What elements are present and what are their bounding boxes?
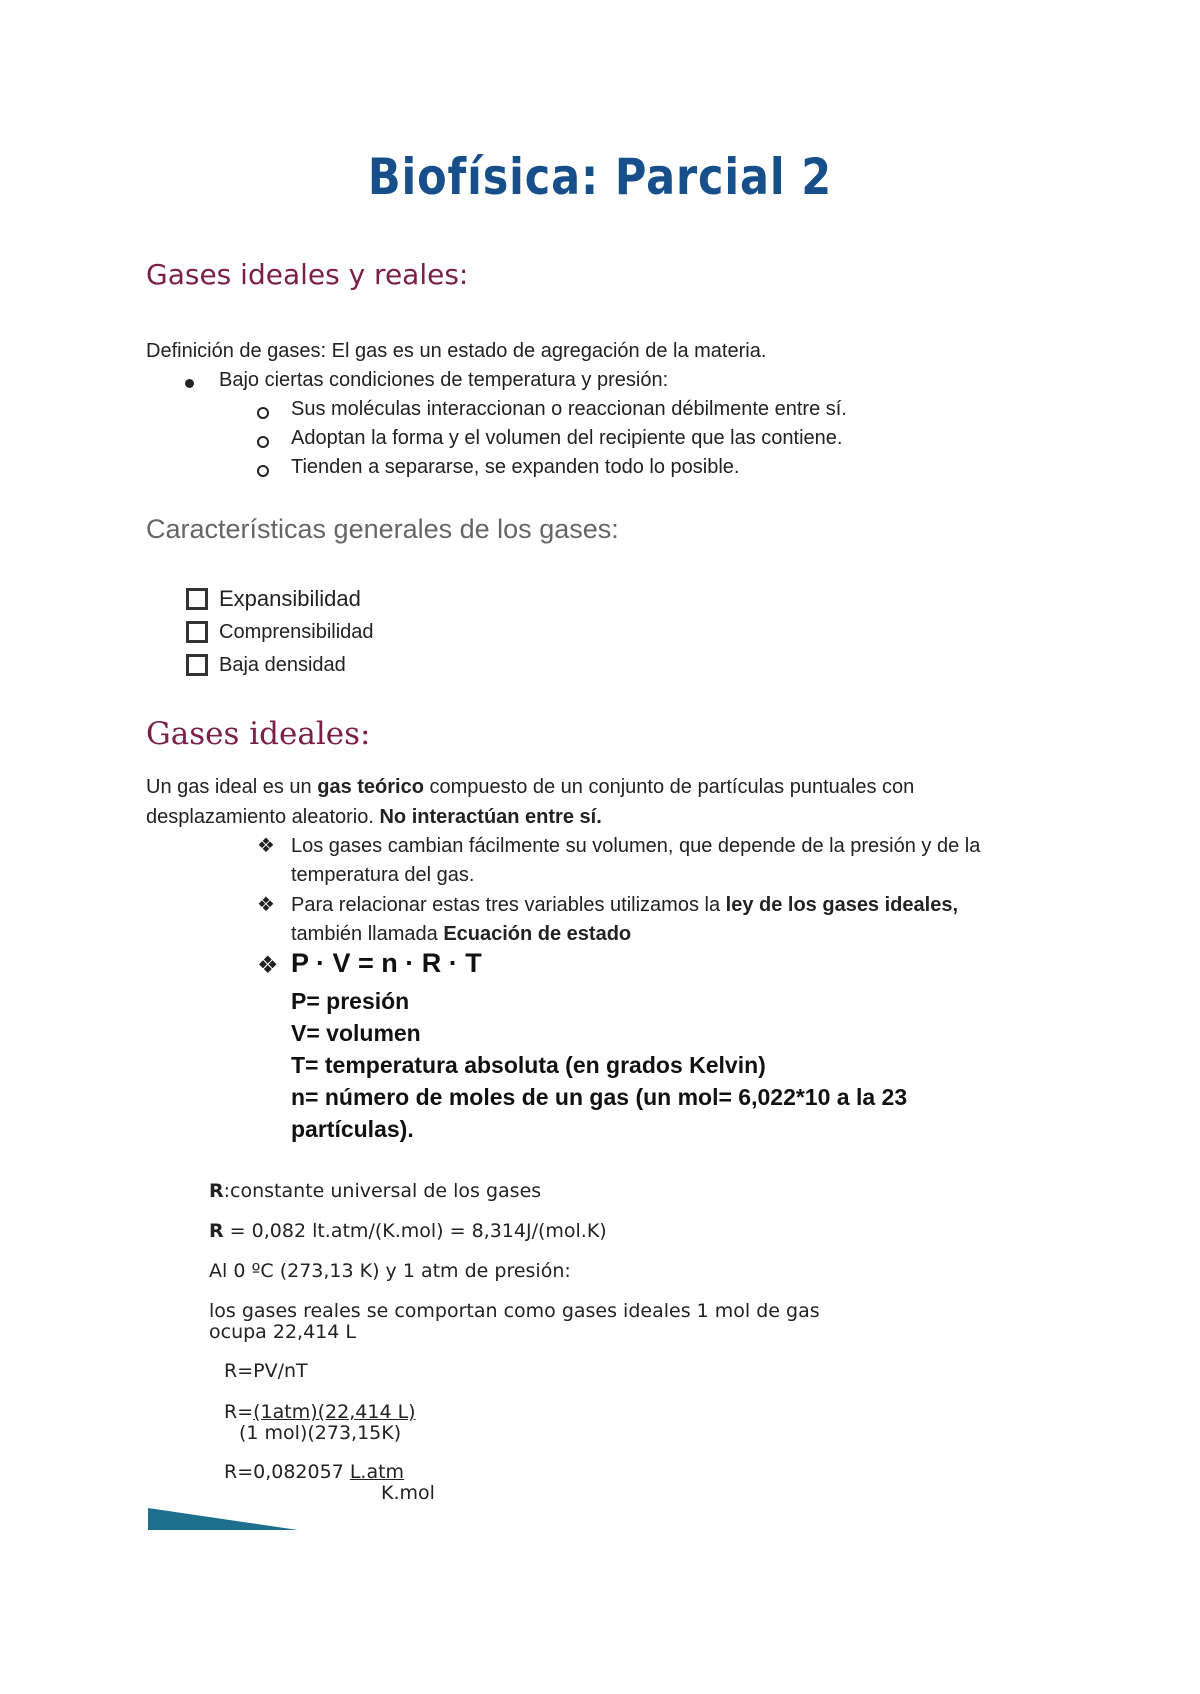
bullet-dot-icon xyxy=(185,379,194,388)
definition-p: P= presión xyxy=(291,988,410,1014)
definition-t: T= temperatura absoluta (en grados Kelvin) xyxy=(291,1052,766,1078)
page-title: Biofísica: Parcial 2 xyxy=(367,148,833,206)
point-2-line-2: también llamada Ecuación de estado xyxy=(291,923,632,945)
checkbox-icon xyxy=(186,621,208,643)
checkbox-icon xyxy=(186,654,208,676)
r-result: R=0,082057 L.atm xyxy=(224,1461,405,1483)
characteristic-item: Comprensibilidad xyxy=(219,621,374,643)
intro-line-1: Un gas ideal es un gas teórico compuesto de un conjunto de partículas puntuales con xyxy=(146,776,915,798)
real-gases-line-2: ocupa 22,414 L xyxy=(209,1321,356,1343)
bullet-conditions: Bajo ciertas condiciones de temperatura y presión: xyxy=(219,369,669,391)
circle-bullet-icon xyxy=(257,436,269,448)
definition-v: V= volumen xyxy=(291,1020,421,1046)
corner-decoration xyxy=(148,1508,298,1532)
diamond-bullet-icon: ❖ xyxy=(257,894,275,916)
r-formula: R=PV/nT xyxy=(224,1360,308,1382)
heading-caracteristicas: Características generales de los gases: xyxy=(146,514,619,544)
real-gases-line-1: los gases reales se comportan como gases ideales 1 mol de gas xyxy=(209,1300,820,1322)
circle-bullet-icon xyxy=(257,465,269,477)
sub-bullet-3: Tienden a separarse, se expanden todo lo posible. xyxy=(291,456,740,478)
sub-bullet-2: Adoptan la forma y el volumen del recipiente que las contiene. xyxy=(291,427,843,449)
checkbox-icon xyxy=(186,588,208,610)
diamond-bullet-icon: ❖ xyxy=(257,835,275,857)
point-2-line-1: Para relacionar estas tres variables utilizamos la ley de los gases ideales, xyxy=(291,894,958,916)
characteristic-item: Baja densidad xyxy=(219,654,346,676)
diamond-bullet-icon: ❖ xyxy=(257,952,279,979)
r-calculation-numerator: R=(1atm)(22,414 L) xyxy=(224,1401,416,1423)
r-constant-value: R = 0,082 lt.atm/(K.mol) = 8,314J/(mol.K) xyxy=(209,1220,607,1242)
point-1-line-2: temperatura del gas. xyxy=(291,864,475,886)
circle-bullet-icon xyxy=(257,407,269,419)
heading-gases-ideales-y-reales: Gases ideales y reales: xyxy=(146,258,469,291)
r-calculation-denominator: (1 mol)(273,15K) xyxy=(239,1422,402,1444)
definition-n: n= número de moles de un gas (un mol= 6,022*10 a la 23 xyxy=(291,1084,908,1110)
definition-text: Definición de gases: El gas es un estado de agregación de la materia. xyxy=(146,340,767,362)
sub-bullet-1: Sus moléculas interaccionan o reaccionan débilmente entre sí. xyxy=(291,398,847,420)
definition-n-continued: partículas). xyxy=(291,1116,414,1142)
point-1-line-1: Los gases cambian fácilmente su volumen, que depende de la presión y de la xyxy=(291,835,981,857)
intro-line-2: desplazamiento aleatorio. No interactúan entre sí. xyxy=(146,806,602,828)
r-constant-label: R:constante universal de los gases xyxy=(209,1180,542,1202)
ideal-gas-equation: P · V = n · R · T xyxy=(291,948,482,978)
characteristic-item: Expansibilidad xyxy=(219,586,361,611)
r-result-units-denominator: K.mol xyxy=(381,1482,435,1504)
heading-gases-ideales: Gases ideales: xyxy=(146,716,371,752)
standard-conditions: Al 0 ºC (273,13 K) y 1 atm de presión: xyxy=(209,1260,571,1282)
